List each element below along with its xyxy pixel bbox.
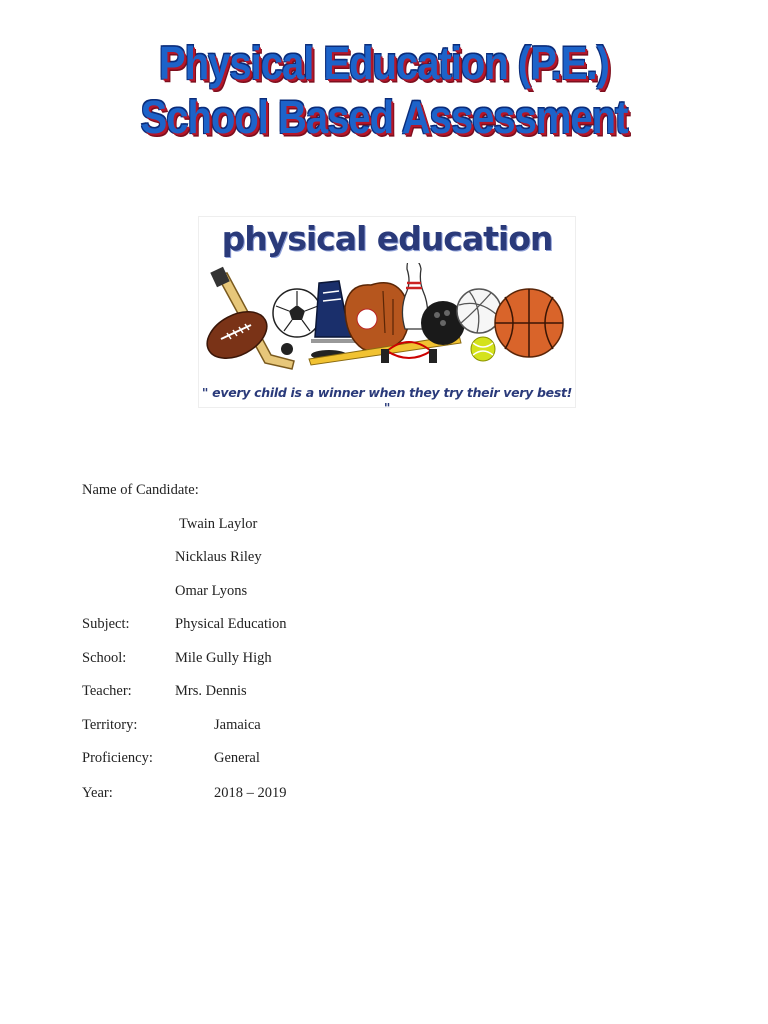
teacher-label: Teacher:: [82, 683, 132, 699]
subject-value: Physical Education: [175, 616, 287, 632]
proficiency-value: General: [214, 750, 260, 766]
soccer-ball-icon: [273, 289, 321, 355]
candidate-label: Name of Candidate:: [82, 482, 199, 498]
candidate-name: Omar Lyons: [175, 583, 248, 599]
candidate-name: Nicklaus Riley: [175, 549, 262, 565]
basketball-icon: [495, 289, 563, 357]
territory-value: Jamaica: [214, 717, 261, 733]
volleyball-icon: [457, 289, 501, 333]
banner-tagline: " every child is a winner when they try their very best! ": [201, 385, 573, 415]
document-title-line-2: School Based Assessment: [140, 92, 628, 144]
physical-education-banner: [198, 216, 576, 415]
sports-equipment-illustration: [199, 263, 575, 383]
teacher-value: Mrs. Dennis: [175, 683, 247, 699]
tennis-ball-icon: [471, 337, 495, 361]
year-value: 2018 – 2019: [214, 785, 287, 801]
school-label: School:: [82, 650, 127, 666]
territory-label: Territory:: [82, 717, 138, 733]
banner-heading: physical education: [221, 219, 553, 258]
baseball-glove-icon: [345, 283, 410, 352]
year-label: Year:: [82, 785, 113, 801]
school-value: Mile Gully High: [175, 650, 272, 666]
candidate-name: Twain Laylor: [179, 516, 258, 532]
proficiency-label: Proficiency:: [82, 750, 153, 766]
document-title-line-1: Physical Education (P.E.): [159, 38, 609, 90]
subject-label: Subject:: [82, 616, 130, 632]
